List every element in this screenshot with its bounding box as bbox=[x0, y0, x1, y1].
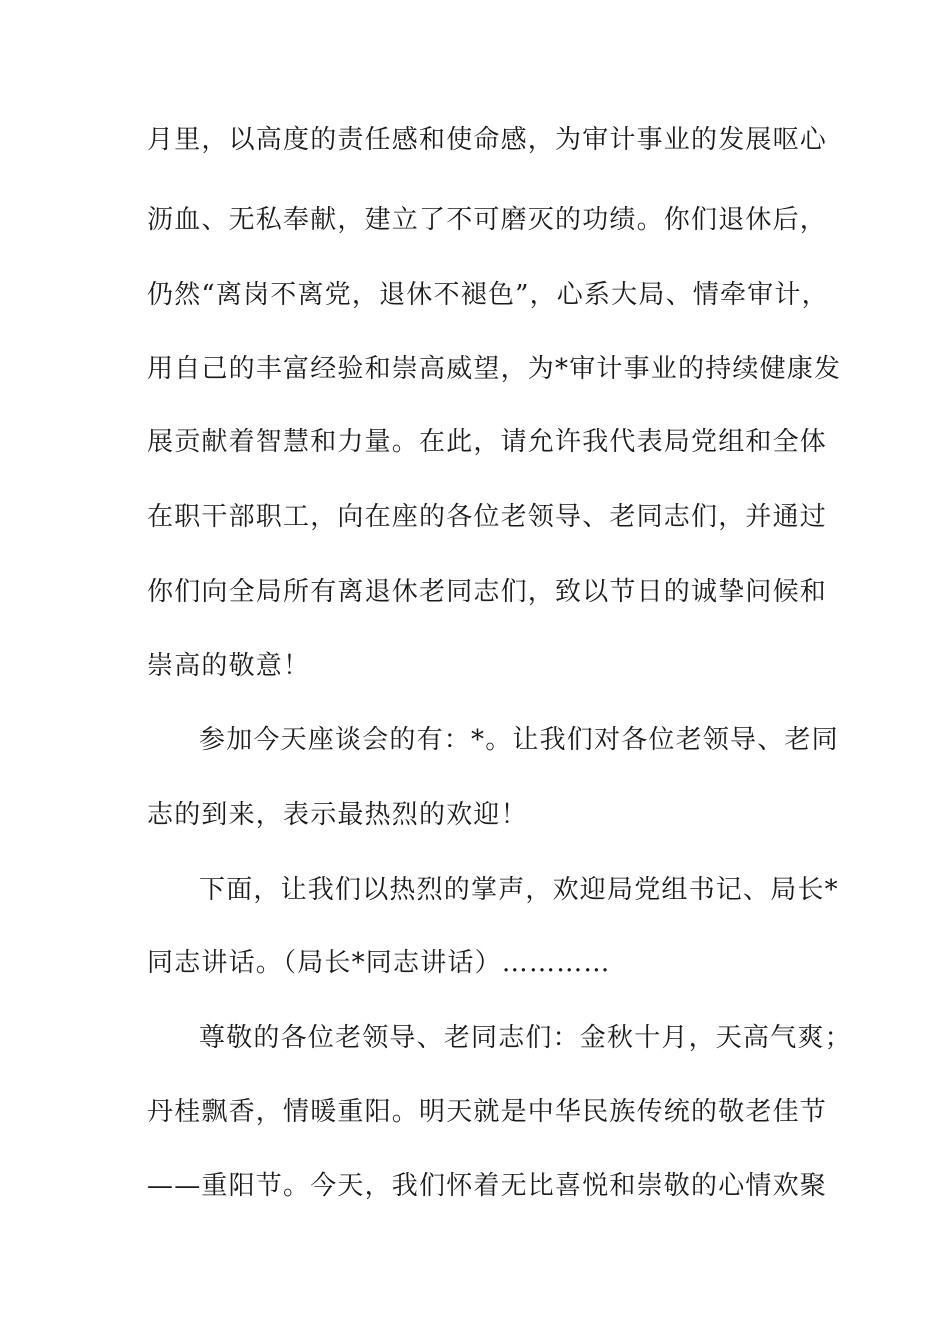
paragraph-first-line: 下面，让我们以热烈的掌声，欢迎局党组书记、局长* bbox=[199, 875, 839, 905]
text-line: 仍然“离岗不离党，退休不褪色”，心系大局、情牵审计， bbox=[147, 280, 829, 310]
text-line: 崇高的敬意！ bbox=[147, 651, 311, 681]
paragraph-first-line: 参加今天座谈会的有：*。让我们对各位老领导、老同 bbox=[199, 725, 839, 755]
text-line: 志的到来，表示最热烈的欢迎！ bbox=[147, 800, 528, 830]
text-line: 展贡献着智慧和力量。在此，请允许我代表局党组和全体 bbox=[147, 427, 828, 457]
text-line: ——重阳节。今天，我们怀着无比喜悦和崇敬的心情欢聚 bbox=[147, 1171, 828, 1201]
paragraph-first-line: 尊敬的各位老领导、老同志们：金秋十月，天高气爽； bbox=[199, 1023, 852, 1053]
text-line: 你们向全局所有离退休老同志们，致以节日的诚挚问候和 bbox=[147, 577, 828, 607]
text-line: 月里，以高度的责任感和使命感，为审计事业的发展呕心 bbox=[147, 125, 828, 155]
text-line: 在职干部职工，向在座的各位老领导、老同志们，并通过 bbox=[147, 502, 828, 532]
text-line: 沥血、无私奉献，建立了不可磨灭的功绩。你们退休后， bbox=[147, 205, 828, 235]
text-line: 丹桂飘香，情暖重阳。明天就是中华民族传统的敬老佳节 bbox=[147, 1097, 828, 1127]
text-line: 同志讲话。（局长*同志讲话）………… bbox=[147, 948, 611, 978]
text-line: 用自己的丰富经验和崇高威望，为*审计事业的持续健康发 bbox=[147, 354, 842, 384]
